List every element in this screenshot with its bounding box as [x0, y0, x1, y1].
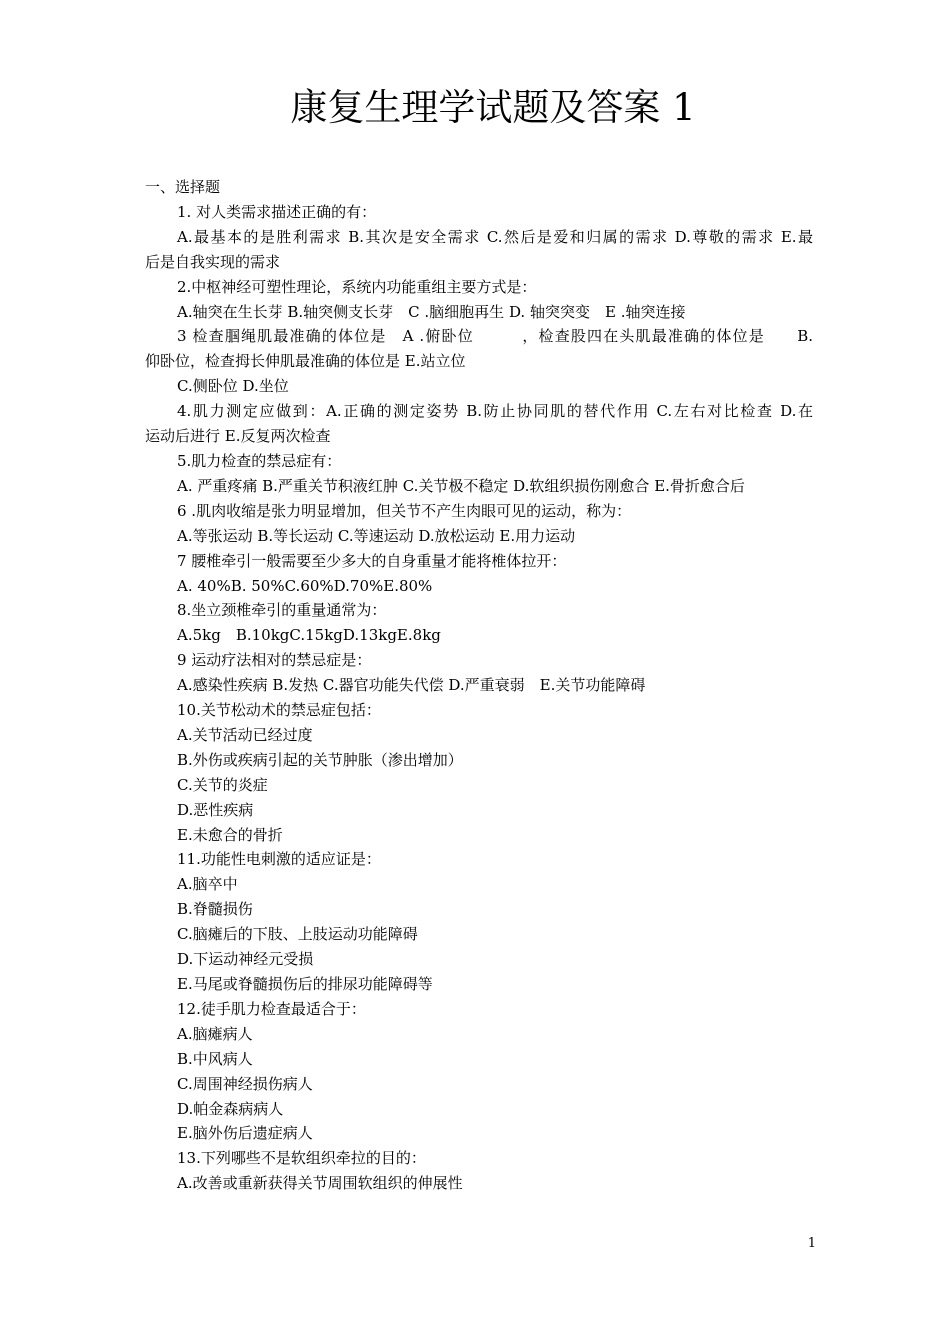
- question-12-option-a: A.脑瘫病人: [177, 1024, 253, 1043]
- question-2: 2.中枢神经可塑性理论，系统内功能重组主要方式是：: [177, 277, 537, 296]
- question-12-option-c: C.周围神经损伤病人: [177, 1074, 313, 1093]
- question-10-option-b: B.外伤或疾病引起的关节肿胀（渗出增加）: [177, 750, 463, 769]
- section-heading: 一、选择题: [145, 178, 221, 196]
- document-title: 康复生理学试题及答案 1: [290, 86, 696, 129]
- question-11-option-e: E.马尾或脊髓损伤后的排尿功能障碍等: [177, 975, 433, 993]
- question-4-cont: 运动后进行 E.反复两次检查: [145, 427, 331, 446]
- question-11-option-c: C.脑瘫后的下肢、上肢运动功能障碍: [177, 925, 418, 944]
- question-3-cont: 仰卧位，检查拇长伸肌最准确的体位是 E.站立位: [145, 352, 466, 371]
- question-5: 5.肌力检查的禁忌症有：: [177, 451, 342, 470]
- question-3-options: C.侧卧位 D.坐位: [177, 377, 289, 396]
- question-3: 3 检查腘绳肌最准确的体位是 A .俯卧位 ，检查股四在头肌最准确的体位是 B.: [177, 327, 813, 346]
- question-10-option-c: C.关节的炎症: [177, 775, 268, 794]
- question-6-options: A.等张运动 B.等长运动 C.等速运动 D.放松运动 E.用力运动: [177, 526, 576, 545]
- question-7: 7 腰椎牵引一般需要至少多大的自身重量才能将椎体拉开：: [177, 551, 567, 570]
- question-7-options: A. 40%B. 50%C.60%D.70%E.80%: [177, 576, 433, 595]
- question-11: 11.功能性电刺激的适应证是：: [177, 850, 381, 869]
- question-1: 1. 对人类需求描述正确的有：: [177, 202, 377, 221]
- question-6: 6 .肌肉收缩是张力明显增加，但关节不产生肉眼可见的运动，称为：: [177, 501, 632, 520]
- question-5-options: A. 严重疼痛 B.严重关节积液红肿 C.关节极不稳定 D.软组织损伤刚愈合 E.骨折愈合后: [177, 476, 745, 495]
- question-10-option-e: E.未愈合的骨折: [177, 825, 283, 844]
- question-12: 12.徒手肌力检查最适合于：: [177, 999, 366, 1018]
- document-body: [145, 175, 813, 1196]
- question-9-options: A.感染性疾病 B.发热 C.器官功能失代偿 D.严重衰弱 E.关节功能障碍: [177, 676, 646, 695]
- question-9: 9 运动疗法相对的禁忌症是：: [177, 651, 372, 670]
- question-12-option-e: E.脑外伤后遗症病人: [177, 1124, 313, 1143]
- question-1-options: A.最基本的是胜利需求 B.其次是安全需求 C.然后是爱和归属的需求 D.尊敬的需求 E.最: [177, 227, 813, 246]
- question-10-option-a: A.关节活动已经过度: [177, 725, 313, 744]
- question-8: 8.坐立颈椎牵引的重量通常为：: [177, 601, 387, 620]
- question-11-option-b: B.脊髓损伤: [177, 900, 253, 919]
- question-11-option-d: D.下运动神经元受损: [177, 950, 314, 969]
- question-1-options-cont: 后是自我实现的需求: [145, 252, 281, 271]
- question-10-option-d: D.恶性疾病: [177, 800, 254, 819]
- question-13: 13.下列哪些不是软组织牵拉的目的：: [177, 1149, 426, 1168]
- question-8-options: A.5kg B.10kgC.15kgD.13kgE.8kg: [177, 626, 441, 645]
- question-2-options: A.轴突在生长芽 B.轴突侧支长芽 C .脑细胞再生 D. 轴突突变 E .轴突连接: [177, 302, 686, 321]
- question-12-option-d: D.帕金森病病人: [177, 1099, 284, 1118]
- question-10: 10.关节松动术的禁忌症包括：: [177, 701, 381, 720]
- page-number: 1: [807, 1236, 816, 1251]
- question-13-option-a: A.改善或重新获得关节周围软组织的伸展性: [177, 1174, 463, 1193]
- question-4: 4.肌力测定应做到：A.正确的测定姿势 B.防止协同肌的替代作用 C.左右对比检查 D.在: [177, 402, 813, 421]
- question-11-option-a: A.脑卒中: [177, 875, 238, 894]
- question-12-option-b: B.中风病人: [177, 1049, 253, 1068]
